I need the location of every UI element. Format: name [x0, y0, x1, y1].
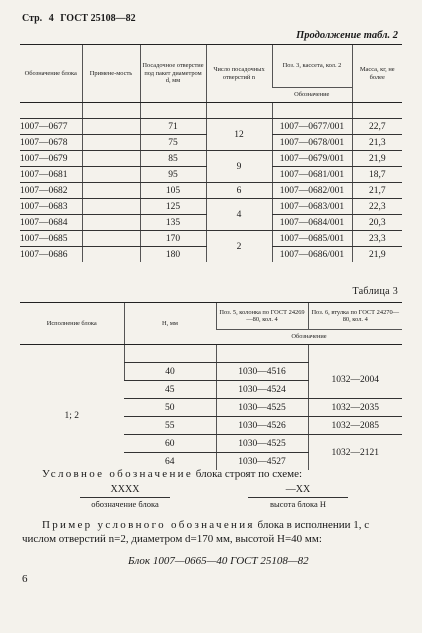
height-value: 45 [124, 381, 216, 399]
diameter: 180 [140, 247, 206, 263]
table-2 [20, 44, 402, 262]
block-code: 1007—0682 [20, 183, 82, 199]
holes-count: 12 [206, 119, 272, 151]
example-lead: Пример условного обозначения [42, 519, 255, 531]
scheme-heading [42, 468, 302, 480]
col-header-cassette: Поз. 3, кассета, кол. 2 [272, 45, 352, 88]
height-value: 40 [124, 363, 216, 381]
column-code: 1030—4526 [216, 417, 308, 435]
table-row [20, 183, 402, 199]
scheme-heading-spaced: Условное обозначение [42, 468, 194, 480]
page-number: 6 [22, 573, 28, 585]
scheme-underline [248, 497, 348, 498]
height-value: 50 [124, 399, 216, 417]
col-subheader-designation: Обозначение [216, 330, 402, 345]
holes-count: 6 [206, 183, 272, 199]
table-3-title: Таблица 3 [352, 286, 398, 297]
diameter: 95 [140, 167, 206, 183]
block-code: 1007—0685 [20, 231, 82, 247]
table-row [20, 199, 402, 215]
block-code: 1007—0681 [20, 167, 82, 183]
table-row [20, 231, 402, 247]
diameter: 105 [140, 183, 206, 199]
scheme-caption-block: обозначение блока [91, 499, 159, 509]
example-text: блока в исполнении 1, с числом отверстий n=2, диаметром d=170 мм, высотой H=40 мм: [22, 519, 370, 545]
column-code: 1030—4527 [216, 453, 308, 471]
column-code: 1030—4524 [216, 381, 308, 399]
column-code: 1030—4525 [216, 435, 308, 453]
table-continuation-caption: Продолжение табл. 2 [296, 30, 398, 41]
mass: 22,7 [352, 119, 402, 135]
col-header-mass: Масса, кг, не более [352, 45, 402, 103]
bushing-code: 1032—2035 [308, 399, 402, 417]
mass: 20,3 [352, 215, 402, 231]
col-header-holes: Число посадочных отверстий n [206, 45, 272, 103]
example-paragraph [22, 518, 402, 546]
table-row [20, 151, 402, 167]
mass: 21,7 [352, 183, 402, 199]
cassette-code: 1007—0682/001 [272, 183, 352, 199]
gost-ref: ГОСТ 25108—82 [60, 13, 136, 24]
height-value: 55 [124, 417, 216, 435]
col-header-bushing: Поз. 6, втулка по ГОСТ 24270—80, кол. 4 [308, 303, 402, 330]
col-header-applicability: Примене-мость [82, 45, 140, 103]
scheme-code-height: —XX [285, 484, 311, 495]
col-header-height: H, мм [124, 303, 216, 345]
scheme-heading-rest: блока строят по схеме: [195, 468, 303, 480]
scheme-caption-height: высота блока H [270, 499, 326, 509]
designation-scheme [80, 484, 370, 514]
holes-count: 9 [206, 151, 272, 183]
block-code: 1007—0683 [20, 199, 82, 215]
bushing-code: 1032—2004 [308, 363, 402, 399]
height-value: 60 [124, 435, 216, 453]
scheme-code-block: XXXX [110, 484, 140, 495]
block-code: 1007—0677 [20, 119, 82, 135]
mass: 22,3 [352, 199, 402, 215]
table-3 [20, 302, 402, 470]
mass: 21,9 [352, 247, 402, 263]
height-value: 64 [165, 456, 175, 467]
scheme-underline [80, 497, 170, 498]
diameter: 170 [140, 231, 206, 247]
mass: 23,3 [352, 231, 402, 247]
page-label: Стр. [22, 13, 43, 24]
col-subheader-designation: Обозначение [272, 88, 352, 103]
bushing-code: 1032—2121 [308, 435, 402, 471]
example-designation: Блок 1007—0665—40 ГОСТ 25108—82 [128, 555, 309, 567]
bushing-code: 1032—2085 [308, 417, 402, 435]
column-code: 1030—4525 [216, 399, 308, 417]
version-value: 1; 2 [64, 411, 79, 422]
cassette-code: 1007—0678/001 [272, 135, 352, 151]
cassette-code: 1007—0677/001 [272, 119, 352, 135]
cassette-code: 1007—0684/001 [272, 215, 352, 231]
col-header-column: Поз. 5, колонка по ГОСТ 24269—80, кол. 4 [216, 303, 308, 330]
col-header-diameter: Посадочное отверстие под пакет диаметром d, мм [140, 45, 206, 103]
col-header-code: Обозначение блока [20, 45, 82, 103]
block-code: 1007—0678 [20, 135, 82, 151]
page-header [22, 13, 136, 24]
diameter: 75 [140, 135, 206, 151]
mass: 18,7 [352, 167, 402, 183]
cassette-code: 1007—0685/001 [272, 231, 352, 247]
col-header-version: Исполнение блока [20, 303, 124, 345]
mass: 21,9 [352, 151, 402, 167]
table-row [20, 363, 402, 381]
holes-count: 2 [206, 231, 272, 263]
page-no: 4 [48, 13, 54, 24]
diameter: 71 [140, 119, 206, 135]
block-code: 1007—0684 [20, 215, 82, 231]
cassette-code: 1007—0681/001 [272, 167, 352, 183]
table-row [20, 119, 402, 135]
cassette-code: 1007—0686/001 [272, 247, 352, 263]
block-code: 1007—0686 [20, 249, 68, 260]
block-code: 1007—0679 [20, 151, 82, 167]
diameter: 85 [140, 151, 206, 167]
holes-count: 4 [206, 199, 272, 231]
mass: 21,3 [352, 135, 402, 151]
diameter: 125 [140, 199, 206, 215]
diameter: 135 [140, 215, 206, 231]
column-code: 1030—4516 [216, 363, 308, 381]
cassette-code: 1007—0683/001 [272, 199, 352, 215]
cassette-code: 1007—0679/001 [272, 151, 352, 167]
